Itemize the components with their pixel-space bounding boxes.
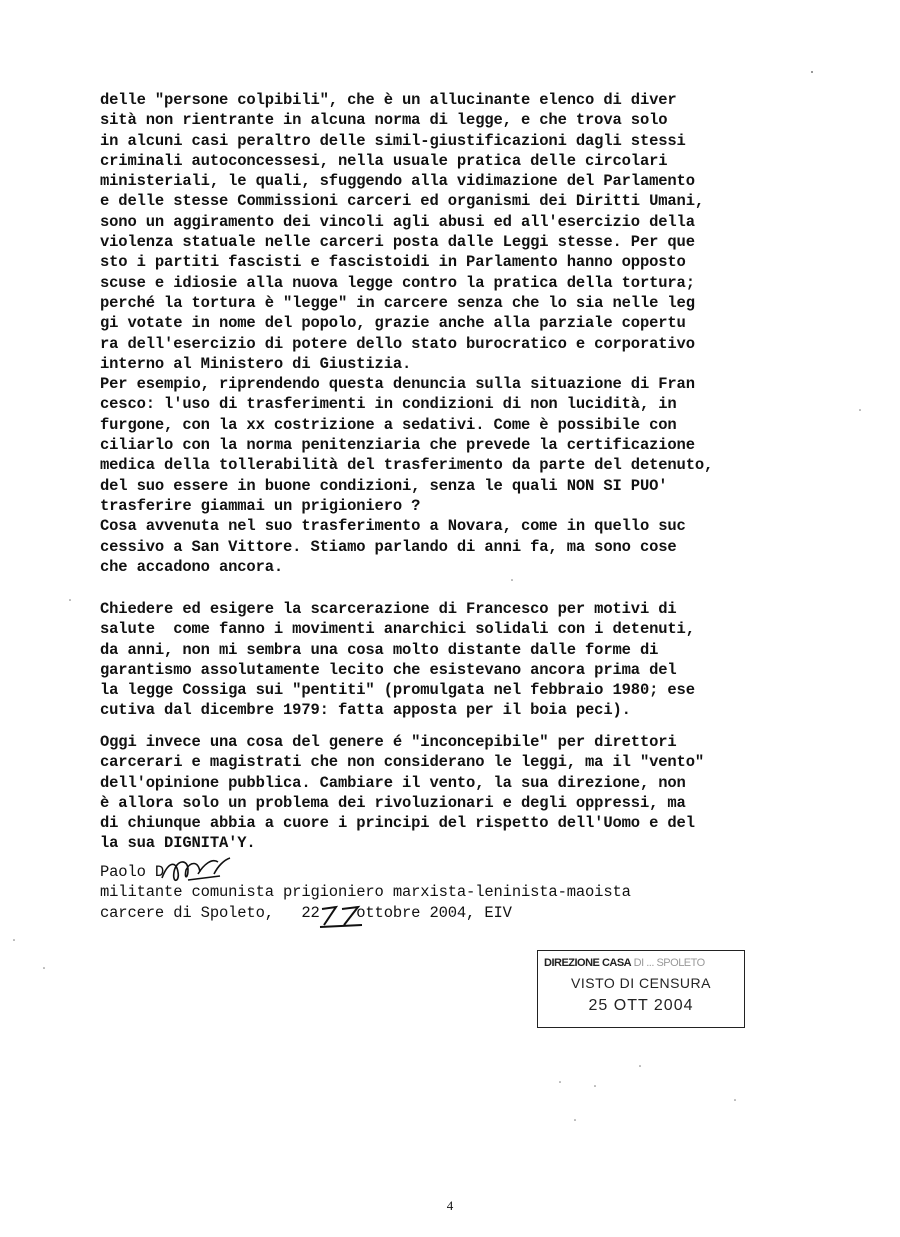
text-line: scuse e idiosie alla nuova legge contro la pratica della tortura; [100,273,695,292]
text-line: interno al Ministero di Giustizia. [100,354,412,373]
text-line: in alcuni casi peraltro delle simil-giustificazioni dagli stessi [100,131,686,150]
text-line: del suo essere in buone condizioni, senza le quali NON SI PUO' [100,476,668,495]
signature-title: militante comunista prigioniero marxista-leninista-maoista [100,883,631,902]
text-line: la sua DIGNITA'Y. [100,834,256,853]
signature-place-date: carcere di Spoleto, 22 ottobre 2004, EIV [100,903,512,922]
stamp-title: VISTO DI CENSURA [571,975,711,991]
text-line: sto i partiti fascisti e fascistoidi in Parlamento hanno opposto [100,253,686,272]
text-line: garantismo assolutamente lecito che esistevano ancora prima del [100,660,677,679]
text-line: che accadono ancora. [100,557,284,576]
text-line: Per esempio, riprendendo questa denuncia sulla situazione di Fran [100,375,695,394]
handwritten-signature [158,852,238,888]
text-line: trasferire giammai un prigioniero ? [100,496,421,515]
censorship-stamp [537,950,745,1028]
text-line: sità non rientrante in alcuna norma di legge, e che trova solo [100,111,668,130]
text-line: da anni, non mi sembra una cosa molto distante dalle forme di [100,640,659,659]
text-line: gi votate in nome del popolo, grazie anche alla parziale copertu [100,314,686,333]
handwritten-day [318,903,366,929]
text-line: carcerari e magistrati che non considerano le leggi, ma il "vento" [100,753,705,772]
text-line: Chiedere ed esigere la scarcerazione di Francesco per motivi di [100,600,677,618]
text-line: la legge Cossiga sui "pentiti" (promulgata nel febbraio 1980; ese [100,681,695,700]
text-line: ciliarlo con la norma penitenziaria che prevede la certificazione [100,436,695,455]
paragraph-1 [100,90,840,577]
text-line: dell'opinione pubblica. Cambiare il vento, la sua direzione, non [100,773,686,792]
text-line: ra dell'esercizio di potere dello stato burocratico e corporativo [100,334,695,353]
text-line: perché la tortura è "legge" in carcere senza che lo sia nelle leg [100,293,695,312]
text-line: e delle stesse Commissioni carceri ed organismi dei Diritti Umani, [100,192,705,211]
text-line: cessivo a San Vittore. Stiamo parlando di anni fa, ma sono cose [100,537,677,556]
text-line: di chiunque abbia a cuore i principi del rispetto dell'Uomo e del [100,814,695,833]
text-line: delle "persone colpibili", che è un allucinante elenco di diver [100,91,677,109]
text-line: cesco: l'uso di trasferimenti in condizioni di non lucidità, in [100,395,677,414]
text-line: Cosa avvenuta nel suo trasferimento a Novara, come in quello suc [100,517,686,536]
text-line: violenza statuale nelle carceri posta dalle Leggi stesse. Per que [100,233,695,252]
text-line: cutiva dal dicembre 1979: fatta apposta per il boia peci). [100,701,631,720]
text-line: è allora solo un problema dei rivoluzionari e degli oppressi, ma [100,793,686,812]
signature-name: Paolo D [100,863,165,881]
page-number: 4 [446,1198,454,1213]
paragraph-3 [100,732,840,854]
paragraph-2 [100,599,840,721]
stamp-date: 25 OTT 2004 [588,997,694,1014]
text-line: furgone, con la xx costrizione a sedativi. Come è possibile con [100,415,677,434]
stamp-header: DIREZIONE CASA DI ... SPOLETO [544,957,705,969]
text-line: ministeriali, le quali, sfuggendo alla vidimazione del Parlamento [100,172,695,191]
text-line: medica della tollerabilità del trasferimento da parte del detenuto, [100,456,714,475]
text-line: Oggi invece una cosa del genere é "inconcepibile" per direttori [100,733,677,751]
text-line: sono un aggiramento dei vincoli agli abusi ed all'esercizio della [100,212,695,231]
text-line: criminali autoconcessesi, nella usuale pratica delle circolari [100,151,668,170]
text-line: salute come fanno i movimenti anarchici solidali con i detenuti, [100,620,695,639]
